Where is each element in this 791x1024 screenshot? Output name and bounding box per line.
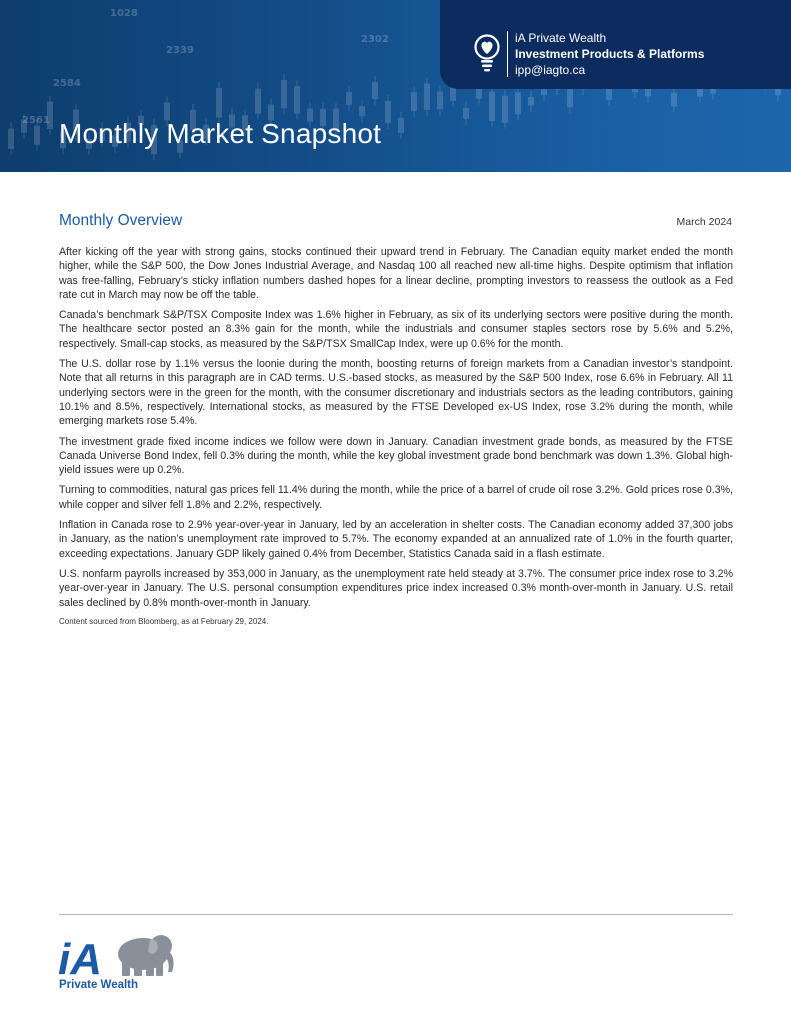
paragraph-canada-economy: Inflation in Canada rose to 2.9% year-over-year in January, led by an acceleration in shelter costs. The Canadian economy added 37,300 jobs in January, as the nation’s unemployment rate improved to 5.7%. The economy expanded at an annualized rate of 1.0% in the fourth quarter, exceeding expectations. January GDP likely gained 0.4% from December, Statistics Canada said in a flash estimate. <box>59 519 733 560</box>
paragraph-canada-equities: Canada’s benchmark S&P/TSX Composite Index was 1.6% higher in February, as six of its underlying sectors were positive during the month. The healthcare sector posted an 8.3% gain for the month, while the industrials and consumer staples sectors rose by 5.6% and 5.2%, respectively. Small-cap stocks, as measured by the S&P/TSX SmallCap Index, were up 0.6% for the month. <box>59 309 733 350</box>
candle-body <box>437 92 443 110</box>
candle-body <box>372 82 378 99</box>
candle-body <box>34 126 40 145</box>
contact-separator <box>507 31 508 77</box>
ia-logo-text: iA <box>58 935 102 978</box>
candle-body <box>398 118 404 133</box>
candle-body <box>502 96 508 123</box>
candle-body <box>346 92 352 105</box>
candle-body <box>216 88 222 118</box>
report-date: March 2024 <box>676 216 732 228</box>
candle-body <box>411 92 417 111</box>
candle-body <box>8 129 14 149</box>
elephant-icon <box>118 935 174 976</box>
candle-body <box>515 92 521 114</box>
section-heading: Monthly Overview <box>59 212 183 229</box>
candle-body <box>281 80 287 108</box>
chart-number-1: 1028 <box>110 8 138 19</box>
contact-department: Investment Products & Platforms <box>515 47 705 61</box>
paragraph-commodities: Turning to commodities, natural gas prices fell 11.4% during the month, while the price of a barrel of crude oil rose 3.2%. Gold prices rose 0.3%, while copper and silver fell 1.8% and 2.2%, respectively. <box>59 484 733 511</box>
chart-number-2: 2339 <box>166 45 194 56</box>
chart-number-5: 2561 <box>22 115 50 126</box>
footer-tagline: Private Wealth <box>59 979 139 991</box>
paragraph-fixed-income: The investment grade fixed income indices we follow were down in January. Canadian investment grade bonds, as measured by the FTSE Canada Universe Bond Index, fell 0.3% during the month, while the key global investment grade bond benchmark was down 1.3%. Global high-yield issues were up 0.2%. <box>59 435 733 477</box>
candle-body <box>463 108 469 119</box>
paragraph-us-economy: U.S. nonfarm payrolls increased by 353,000 in January, as the unemployment rate held steady at 3.7%. The consumer price index rose to 3.2% year-over-year in January. The U.S. personal consumption expenditures price index increased 0.3% month-over-month in January. U.S. retail sales declined by 0.8% month-over-month in January. <box>59 567 733 609</box>
header-banner <box>0 0 791 172</box>
candle-body <box>450 88 456 101</box>
page-title: Monthly Market Snapshot <box>59 118 382 149</box>
candle-body <box>424 84 430 110</box>
candle-body <box>671 93 677 107</box>
candle-body <box>359 106 365 116</box>
ia-private-wealth-logo <box>58 932 178 978</box>
paragraph-intro: After kicking off the year with strong gains, stocks continued their upward trend in February. The Canadian equity market ended the month higher, while the S&P 500, the Dow Jones Industrial Average, and Nasdaq 100 all reached new all-time highs. Despite optimism that inflation was free-falling, February’s sticky inflation numbers dashed hopes for a linear decline, prompting investors to reassess the outlook as a Fed rate cut in March may now be off the table. <box>59 246 733 301</box>
chart-number-4: 2584 <box>53 78 81 89</box>
candle-body <box>528 97 534 106</box>
chart-number-3: 2302 <box>361 34 389 45</box>
candle-body <box>489 92 495 121</box>
candle-body <box>255 89 261 114</box>
contact-email[interactable]: ipp@iagto.ca <box>515 63 586 77</box>
contact-org: iA Private Wealth <box>515 31 607 45</box>
contact-box <box>440 0 791 89</box>
candle-body <box>294 86 300 113</box>
article-body <box>59 245 733 633</box>
footer-divider <box>59 914 733 915</box>
paragraph-foreign-equities: The U.S. dollar rose by 1.1% versus the loonie during the month, boosting returns of foreign markets from a Canadian investor’s standpoint. Note that all returns in this paragraph are in CAD terms. U.S.-based stocks, as measured by the S&P 500 Index, rose 6.6% in February. All 11 underlying sectors were in the green for the month, with the consumer discretionary and industrials sectors as the leading contributors, gaining 10.1% and 8.5%, respectively. International stocks, as measured by the FTSE Developed ex-US Index, rose 3.2% during the month, while emerging markets rose 5.4%. <box>59 358 733 428</box>
candle-body <box>385 101 391 123</box>
contact-info <box>515 30 704 78</box>
source-note: Content sourced from Bloomberg, as at February 29, 2024. <box>59 616 269 626</box>
ia-hand-logo-icon <box>474 34 500 74</box>
